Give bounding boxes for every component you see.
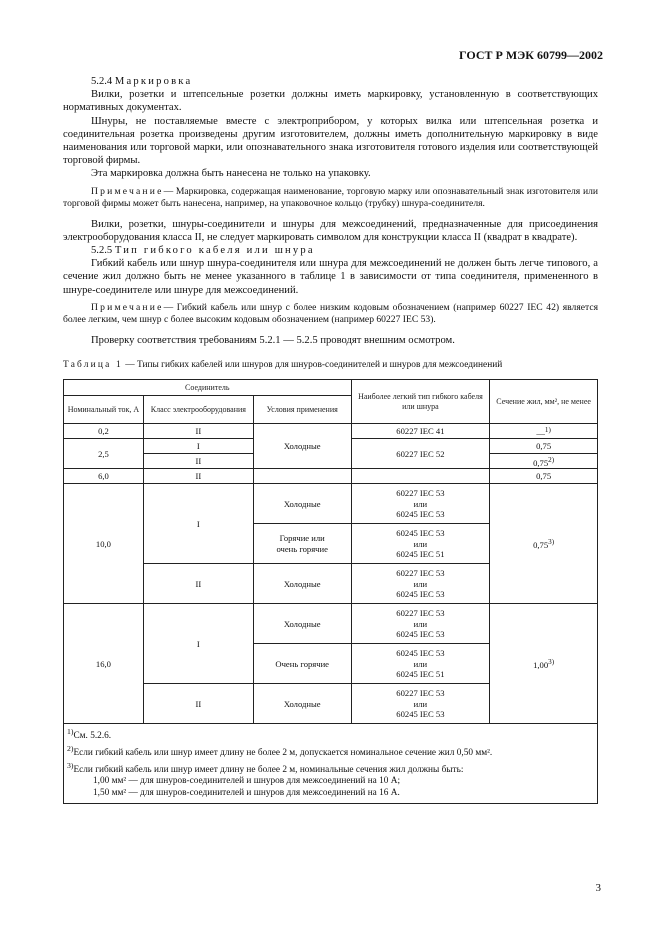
class-cell: I — [143, 604, 253, 684]
footnote-marker: 2) — [67, 743, 74, 753]
conditions-cell — [253, 524, 351, 564]
cable-cell — [351, 644, 490, 684]
note-text: — Гибкий кабель или шнур с более низким кодовым обозначением (например 60227 IEC 42) является более легким, чем шнур с более высоким кодовым обозначением (например 60227 IEC 53). — [63, 301, 598, 325]
footnote-subitem: 1,00 мм² — для шнуров-соединителей и шнуров для межсоединений на 10 А; — [93, 776, 401, 787]
class-cell: II — [143, 684, 253, 724]
conditions-cell: Холодные — [253, 484, 351, 524]
paragraph: Гибкий кабель или шнур шнура-соединителя или шнура для межсоединений не должен быть легче типового, а сечение жил должно быть не менее указанного в таблице 1 в зависимости от типа соединителя, примененного в шнуре-соединителе или шнуре для межсоединений. — [63, 258, 598, 296]
section-5-2-5-heading — [63, 244, 598, 257]
conditions-line: Горячие или — [279, 533, 325, 544]
note — [63, 186, 598, 210]
footnote-marker: 1) — [67, 727, 74, 737]
cable-types-table — [63, 379, 598, 724]
paragraph: Проверку соответствия требованиям 5.2.1 — 5.2.5 проводят внешним осмотром. — [91, 334, 455, 346]
cable-cell — [351, 604, 490, 644]
cable-type: 60245 IEC 53 — [396, 528, 445, 538]
conditions-cell: Холодные — [253, 424, 351, 469]
section-cell: 0,75 — [490, 439, 598, 454]
cable-cell — [351, 484, 490, 524]
cable-type: 60245 IEC 53 — [396, 648, 445, 658]
table-footnotes — [63, 724, 598, 803]
section-cell — [490, 484, 598, 604]
cable-cell — [351, 564, 490, 604]
header-rated-current: Номинальный ток, А — [64, 396, 144, 424]
conditions-cell: Очень горячие — [253, 644, 351, 684]
cable-type: 60227 IEC 53 — [396, 488, 445, 498]
table-row — [64, 424, 598, 439]
section-5-2-4-heading — [63, 75, 598, 88]
current-cell: 6,0 — [64, 469, 144, 484]
note — [63, 302, 598, 326]
conditions-line: очень горячие — [276, 543, 328, 554]
section-value: 0,75 — [533, 539, 549, 550]
current-cell: 2,5 — [64, 439, 144, 469]
footnote-text: Если гибкий кабель или шнур имеет длину не более 2 м, допускается номинальное сечение жил 0,50 мм². — [73, 748, 493, 759]
note-label: Примечание — [91, 301, 164, 313]
note-text: — Маркировка, содержащая наименование, торговую марку или опознавательный знак изготовителя или торговой фирмы может быть нанесена, например, на упаковочное кольцо (трубку) шнура-соединителя. — [63, 185, 598, 209]
cable-cell — [351, 684, 490, 724]
conditions-cell — [253, 469, 351, 484]
footnote-ref: 2) — [548, 455, 555, 464]
table-caption — [63, 359, 598, 372]
footnote-ref: 1) — [544, 425, 551, 434]
section-value: — — [536, 427, 545, 438]
cable-type: 60227 IEC 53 — [396, 688, 445, 698]
cable-type: 60245 IEC 51 — [396, 549, 445, 559]
class-cell: II — [143, 469, 253, 484]
current-cell: 10,0 — [64, 484, 144, 604]
paragraph: Эта маркировка должна быть нанесена не только на упаковку. — [91, 168, 371, 180]
conditions-cell: Холодные — [253, 604, 351, 644]
footnote — [67, 743, 594, 760]
footnote — [67, 760, 594, 777]
cable-type: 60245 IEC 53 — [396, 629, 445, 639]
conditions-cell: Холодные — [253, 564, 351, 604]
current-cell: 16,0 — [64, 604, 144, 724]
footnote — [67, 726, 594, 743]
paragraph: Шнуры, не поставляемые вместе с электроприбором, у которых вилка или штепсельная розетка и соединительная розетка произведены другим изготовителем, должны иметь дополнительную маркировку в виде наименования или торговой марки, или опознавательного знака изготовителя готового изделия или соответствующей торговой фирмы. — [63, 115, 598, 167]
class-cell: I — [143, 484, 253, 564]
paragraph: Вилки, розетки, шнуры-соединители и шнуры для межсоединений, предназначенные для присоединения электрооборудования класса II, не следует маркировать символом для конструкции класса II (квадрат в квадрате). — [63, 218, 598, 243]
section-value: 1,00 — [533, 659, 549, 670]
conditions-cell: Холодные — [253, 684, 351, 724]
header-cross-section: Сечение жил, мм², не менее — [490, 380, 598, 424]
cable-type: 60227 IEC 53 — [396, 608, 445, 618]
table-row — [64, 469, 598, 484]
cable-type: 60245 IEC 53 — [396, 709, 445, 719]
note-label: Примечание — [91, 185, 164, 197]
footnote-subitem: 1,50 мм² — для шнуров-соединителей и шнуров для межсоединений на 16 А. — [93, 787, 400, 798]
table-row — [64, 604, 598, 644]
or-text: или — [413, 538, 428, 549]
section-cell: 0,75 — [490, 469, 598, 484]
class-cell: II — [143, 454, 253, 469]
or-text: или — [413, 698, 428, 709]
class-cell: II — [143, 424, 253, 439]
cable-type: 60245 IEC 53 — [396, 589, 445, 599]
or-text: или — [413, 498, 428, 509]
section-number: 5.2.4 — [91, 76, 113, 87]
section-cell — [490, 454, 598, 469]
class-cell: I — [143, 439, 253, 454]
footnote-text: См. 5.2.6. — [73, 731, 112, 742]
cable-cell: 60227 IEC 52 — [351, 439, 490, 469]
table-row — [64, 484, 598, 524]
section-title: Тип гибкого кабеля или шнура — [114, 245, 315, 257]
or-text: или — [413, 618, 428, 629]
section-value: 0,75 — [533, 457, 549, 468]
document-code: ГОСТ Р МЭК 60799—2002 — [459, 48, 603, 62]
cable-cell — [351, 469, 490, 484]
current-cell: 0,2 — [64, 424, 144, 439]
footnote-marker: 3) — [67, 760, 74, 770]
section-number: 5.2.5 — [91, 245, 113, 257]
cable-cell — [351, 524, 490, 564]
footnote-ref: 3) — [548, 658, 555, 667]
section-title: Маркировка — [114, 76, 193, 87]
cable-type: 60245 IEC 51 — [396, 669, 445, 679]
table-caption-text: — Типы гибких кабелей или шнуров для шнуров-соединителей и шнуров для межсоединений — [125, 360, 503, 371]
section-cell — [490, 424, 598, 439]
header-cable-type: Наиболее легкий тип гибкого кабеля или шнура — [351, 380, 490, 424]
cable-type: 60227 IEC 53 — [396, 568, 445, 578]
header-equipment-class: Класс электрооборудования — [143, 396, 253, 424]
or-text: или — [413, 578, 428, 589]
or-text: или — [413, 658, 428, 669]
cable-cell: 60227 IEC 41 — [351, 424, 490, 439]
cable-type: 60245 IEC 53 — [396, 509, 445, 519]
page-content — [63, 75, 598, 804]
class-cell: II — [143, 564, 253, 604]
header-conditions: Условия применения — [253, 396, 351, 424]
header-connector: Соединитель — [64, 380, 352, 396]
table-header-row — [64, 380, 598, 396]
footnote-text: Если гибкий кабель или шнур имеет длину не более 2 м, номинальные сечения жил должны быть: — [73, 764, 464, 775]
page-number: 3 — [595, 882, 601, 894]
footnote-ref: 3) — [548, 538, 555, 547]
section-cell — [490, 604, 598, 724]
table-caption-label: Таблица 1 — [63, 360, 123, 371]
paragraph: Вилки, розетки и штепсельные розетки должны иметь маркировку, установленную в соответствующих нормативных документах. — [63, 89, 598, 114]
